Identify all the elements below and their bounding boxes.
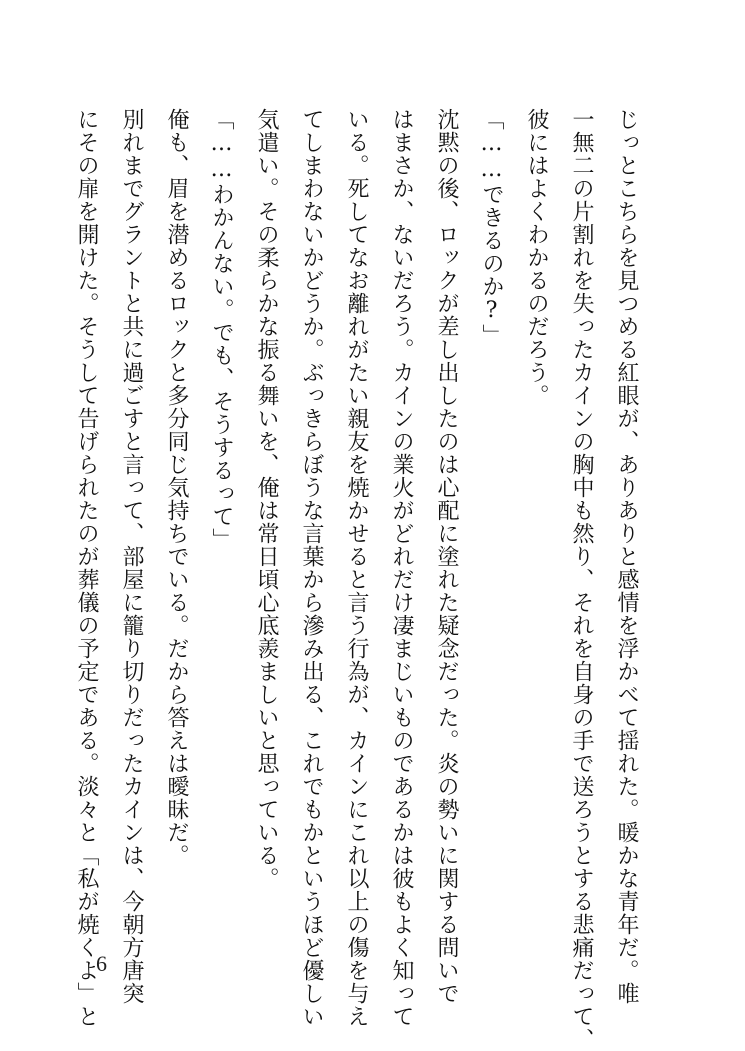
- text-line-5: 沈黙の後、ロックが差し出したのは心配に塗れた疑念だった。炎の勢いに関する問いで: [434, 108, 459, 1005]
- vertical-body-text: [64, 108, 649, 1051]
- text-line-10: 「……わかんない。でも、そうするって」: [209, 108, 234, 551]
- text-line-7: いる。死してなお離れがたい親友を焼かせると言う行為が、カインにこれ以上の傷を与え: [344, 108, 369, 1028]
- text-line-11: 俺も、眉を潜めるロックと多分同じ気持ちでいる。だから答えは曖昧だ。: [164, 108, 189, 867]
- text-line-4: 「……できるのか?」: [479, 108, 504, 347]
- text-line-3: 彼にはよくわかるのだろう。: [524, 108, 549, 407]
- text-line-9: 気遣い。その柔らかな振る舞いを、俺は常日頃心底羨ましいと思っている。: [254, 108, 279, 890]
- text-line-1: じっとこちらを見つめる紅眼が、ありありと感情を浮かべて揺れた。暖かな青年だ。唯: [614, 108, 639, 1005]
- text-line-2: 一無二の片割れを失ったカインの胸中も然り、それを自身の手で送ろうとする悲痛だって、: [569, 108, 594, 1051]
- text-line-13: にその扉を開けた。そうして告げられたのが葬儀の予定である。淡々と「私が焼くよ」と: [74, 108, 99, 1028]
- page-number: 6: [96, 951, 107, 976]
- text-line-12: 別れまでグラントと共に過ごすと言って、部屋に籠り切りだったカインは、今朝方唐突: [119, 108, 144, 1005]
- text-line-6: はまさか、ないだろう。カインの業火がどれだけ凄まじいものであるかは彼もよく知って: [389, 108, 414, 1028]
- text-line-8: てしまわないかどうか。ぶっきらぼうな言葉から滲み出る、これでもかというほど優しい: [299, 108, 324, 1028]
